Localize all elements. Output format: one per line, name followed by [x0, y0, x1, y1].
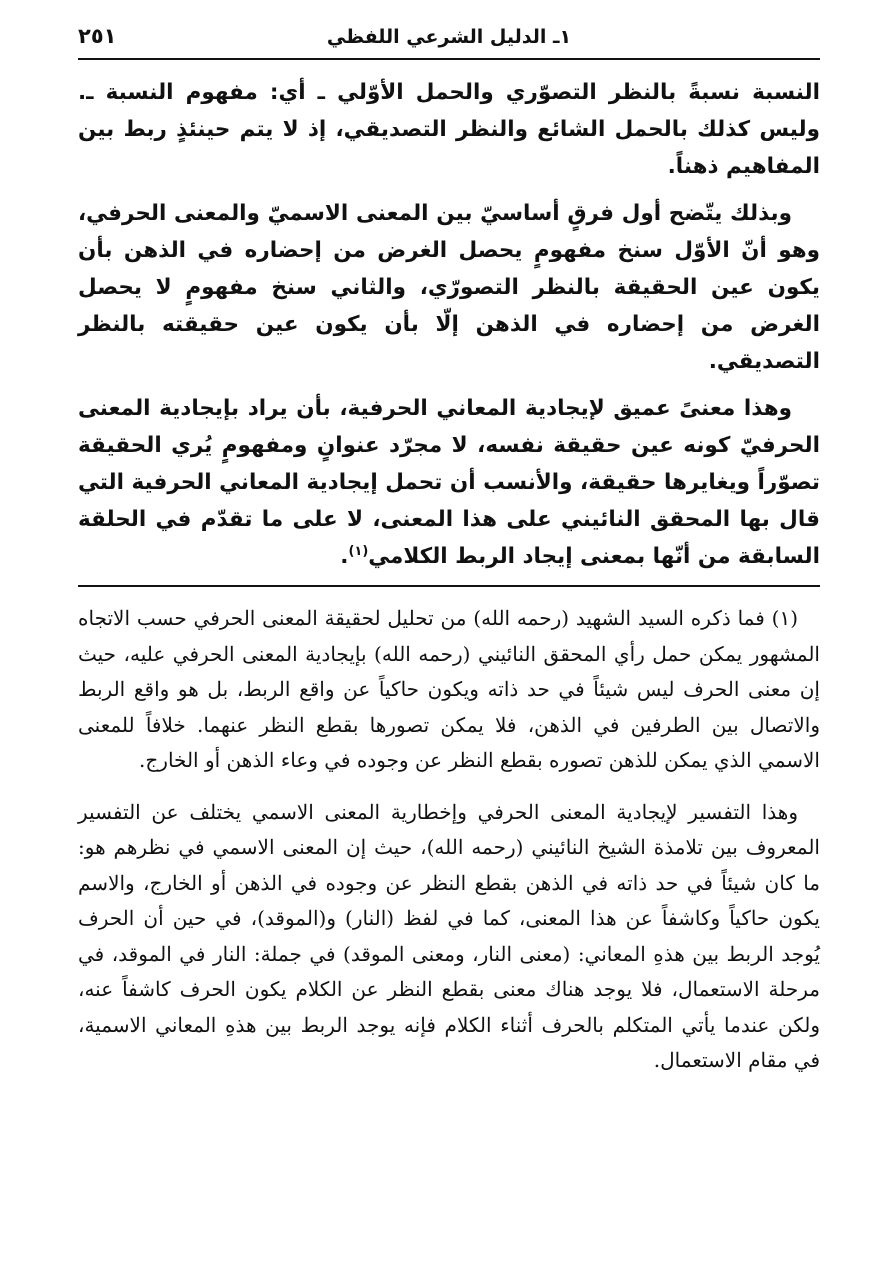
footnote-paragraph: (١) فما ذكره السيد الشهيد (رحمه الله) من تحليل لحقيقة المعنى الحرفي حسب الاتجاه المشهور يمكن حمل رأي المحقق النائيني (رحمه الله) بإيجادية المعنى الحرفي عليه، حيث إن معنى الحرف ليس شيئاً في حد ذاته ويكون حاكياً عن واقع الربط، بل هو واقع الربط والاتصال بين الطرفين في الذهن، فلا يمكن تصورها بقطع النظر عنهما. خلافاً للمعنى الاسمي الذي يمكن للذهن تصوره بقطع النظر عن وجوده في وعاء الذهن أو الخارج.: [78, 606, 820, 772]
running-header: [78, 20, 820, 60]
page: [78, 20, 820, 1095]
main-paragraph: النسبة نسبةً بالنظر التصوّري والحمل الأوّلي ـ أي: مفهوم النسبة ـ. وليس كذلك بالحمل الشائع والنظر التصديقي، إذ لا يتم حينئذٍ ربط بين المفاهيم ذهناً.: [78, 80, 820, 179]
footnote-divider: [78, 585, 820, 587]
main-paragraph: وبذلك يتّضح أول فرقٍ أساسيّ بين المعنى الاسميّ والمعنى الحرفي، وهو أنّ الأوّل سنخ مفهومٍ يحصل الغرض من إحضاره في الذهن بأن يكون عين الحقيقة بالنظر التصورّي، والثاني سنخ مفهومٍ لا يحصل الغرض من إحضاره في الذهن إلّا بأن يكون عين حقيقته بالنظر التصديقي.: [78, 201, 820, 374]
footnote-reference[interactable]: (١): [348, 543, 369, 559]
footnotes: [78, 601, 820, 1079]
paragraph-end-period: .: [340, 544, 349, 569]
chapter-title: ١ـ الدليل الشرعي اللفظي: [326, 26, 572, 48]
main-paragraph-text: وهذا معنىً عميق لإيجادية المعاني الحرفية، بأن يراد بإيجادية المعنى الحرفيّ كونه عين حقيقة نفسه، لا مجرّد عنوانٍ ومفهومٍ يُري الحقيقة تصوّراً ويغايرها حقيقة، والأنسب أن تحمل إيجادية المعاني الحرفية التي قال بها المحقق النائيني على هذا المعنى، لا على ما تقدّم في الحلقة السابقة من أنّها بمعنى إيجاد الربط الكلامي: [78, 396, 820, 569]
main-paragraph: [78, 390, 820, 575]
main-text: [78, 74, 820, 575]
page-number: ٢٥١: [78, 24, 117, 48]
footnote-paragraph: وهذا التفسير لإيجادية المعنى الحرفي وإخطارية المعنى الاسمي يختلف عن التفسير المعروف بين تلامذة الشيخ النائيني (رحمه الله)، حيث إن المعنى الاسمي في نظرهم هو: ما كان شيئاً في حد ذاته في الذهن بقطع النظر عن وجوده في الذهن أو الخارج، والاسم يكون حاكياً وكاشفاً عن هذا المعنى، كما في لفظ (النار) و(الموقد)، في حين أن الحرف يُوجد الربط بين هذهِ المعاني: (معنى النار، ومعنى الموقد) في جملة: النار في الموقد، في مرحلة الاستعمال، فلا يوجد هناك معنى بقطع النظر عن الكلام يكون الحرف كاشفاً عنه، ولكن عندما يأتي المتكلم بالحرف أثناء الكلام فإنه يوجد الربط بين هذهِ المعاني الاسمية، في مقام الاستعمال.: [78, 799, 820, 1072]
